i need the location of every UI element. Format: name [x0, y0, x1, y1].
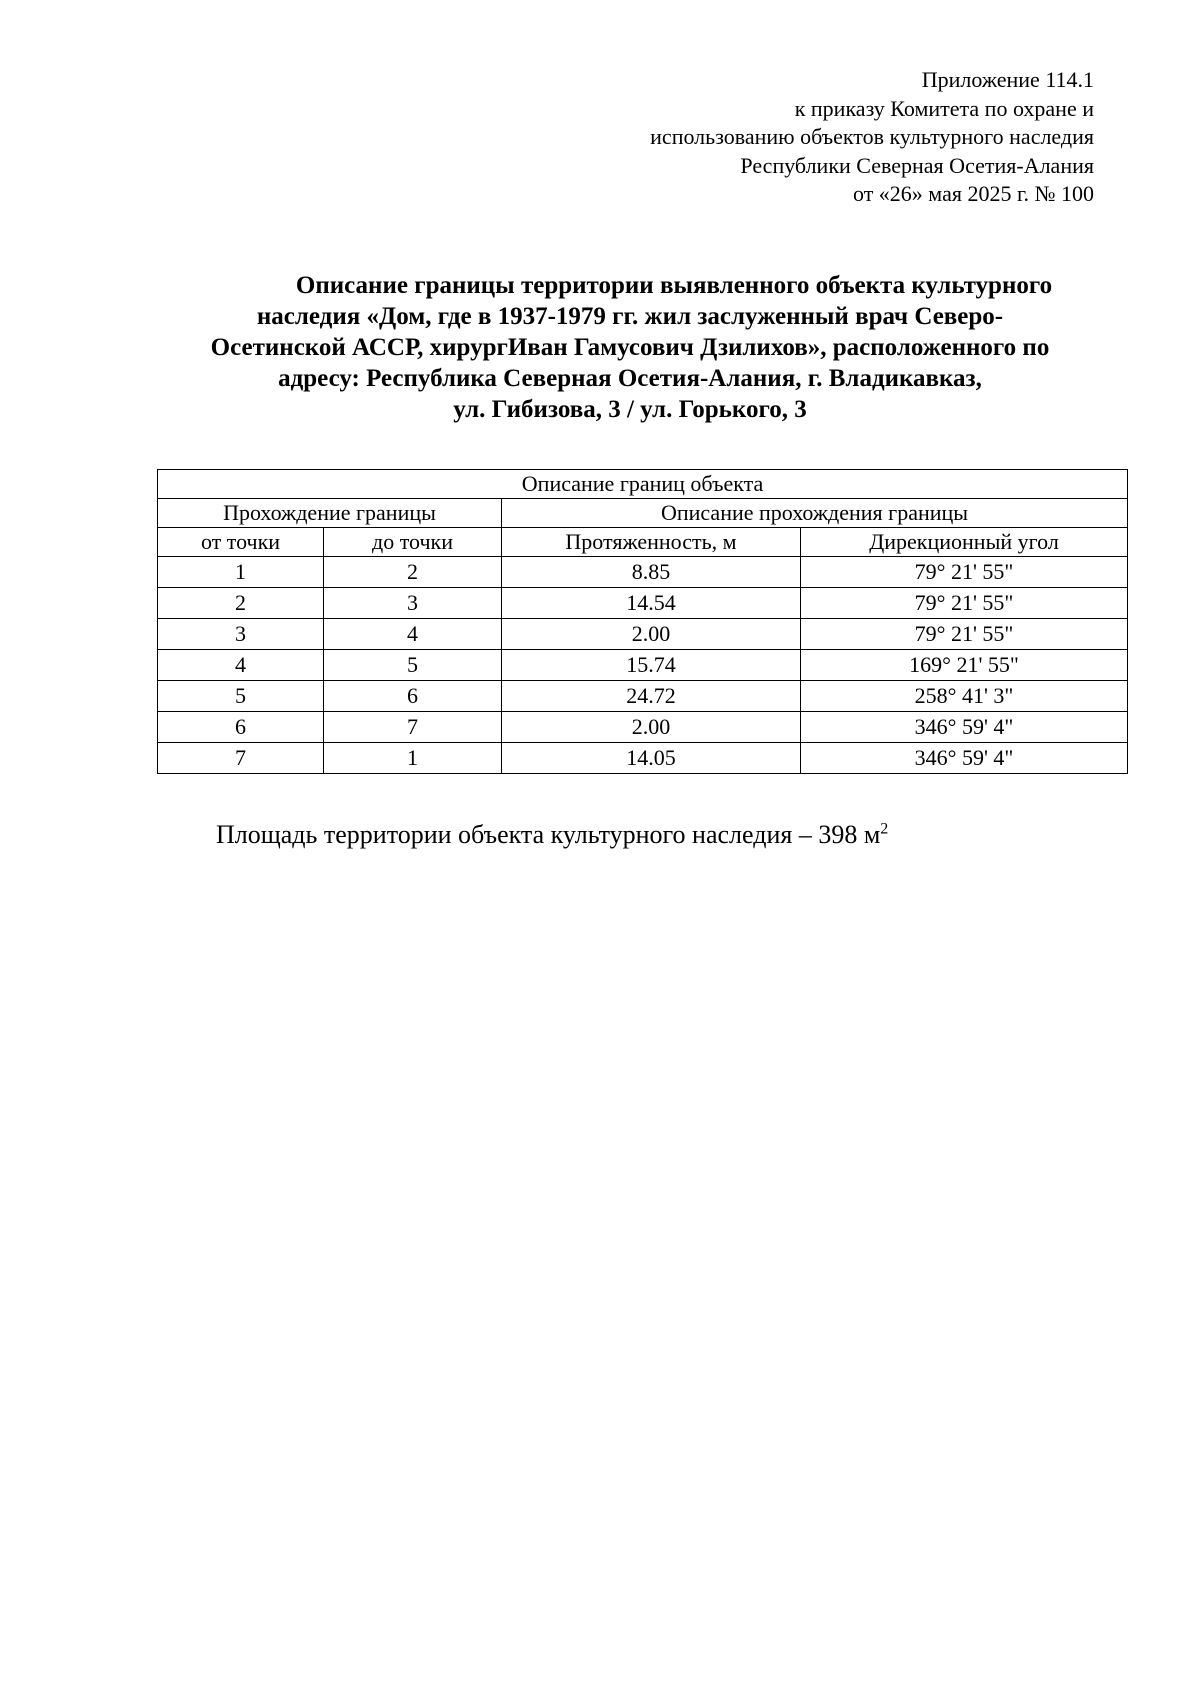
- cell-length: 14.05: [502, 743, 801, 774]
- cell-direction-angle: 346° 59' 4": [801, 712, 1128, 743]
- column-header-length: Протяженность, м: [502, 528, 801, 557]
- table-row: [158, 557, 1128, 588]
- title-line: ул. Гибизова, 3 / ул. Горького, 3: [453, 396, 807, 423]
- title-line: Осетинской АССР, хирургИван Гамусович Дзилихов», расположенного по: [210, 334, 1050, 361]
- title-line: Описание границы территории выявленного объекта культурного: [295, 272, 1053, 299]
- cell-from-point: 5: [158, 681, 324, 712]
- cell-from-point: 1: [158, 557, 324, 588]
- column-header-from-point: от точки: [158, 528, 324, 557]
- cell-direction-angle: 169° 21' 55": [801, 650, 1128, 681]
- area-statement: [216, 820, 888, 850]
- cell-to-point: 5: [324, 650, 502, 681]
- cell-length: 2.00: [502, 619, 801, 650]
- table-row: [158, 743, 1128, 774]
- title-line: наследия «Дом, где в 1937-1979 гг. жил заслуженный врач Северо-: [256, 303, 1004, 330]
- cell-from-point: 6: [158, 712, 324, 743]
- cell-direction-angle: 346° 59' 4": [801, 743, 1128, 774]
- table-caption-row: [158, 470, 1128, 499]
- cell-to-point: 3: [324, 588, 502, 619]
- cell-direction-angle: 79° 21' 55": [801, 557, 1128, 588]
- cell-length: 8.85: [502, 557, 801, 588]
- table-row: [158, 588, 1128, 619]
- cell-from-point: 3: [158, 619, 324, 650]
- cell-from-point: 4: [158, 650, 324, 681]
- cell-length: 15.74: [502, 650, 801, 681]
- appendix-line: Приложение 114.1: [921, 67, 1094, 92]
- column-header-direction-angle: Дирекционный угол: [801, 528, 1128, 557]
- cell-length: 14.54: [502, 588, 801, 619]
- cell-to-point: 6: [324, 681, 502, 712]
- appendix-line: от «26» мая 2025 г. № 100: [852, 181, 1094, 206]
- group-header-boundary-description: Описание прохождения границы: [502, 499, 1128, 528]
- table-header-row: [158, 528, 1128, 557]
- area-unit-superscript: 2: [880, 820, 889, 838]
- cell-to-point: 1: [324, 743, 502, 774]
- table-group-header-row: [158, 499, 1128, 528]
- appendix-block: [650, 66, 1094, 209]
- cell-direction-angle: 79° 21' 55": [801, 588, 1128, 619]
- cell-from-point: 7: [158, 743, 324, 774]
- table-row: [158, 712, 1128, 743]
- document-title: [130, 270, 1130, 425]
- appendix-line: Республики Северная Осетия-Алания: [740, 152, 1094, 178]
- cell-to-point: 4: [324, 619, 502, 650]
- cell-from-point: 2: [158, 588, 324, 619]
- appendix-line: к приказу Комитета по охране и: [794, 95, 1094, 121]
- cell-length: 24.72: [502, 681, 801, 712]
- table-caption: Описание границ объекта: [158, 470, 1128, 499]
- title-line: адресу: Республика Северная Осетия-Алания, г. Владикавказ,: [278, 365, 982, 392]
- area-text: Площадь территории объекта культурного наследия – 398 м: [216, 820, 881, 849]
- cell-to-point: 2: [324, 557, 502, 588]
- table-row: [158, 681, 1128, 712]
- group-header-boundary-passage: Прохождение границы: [158, 499, 502, 528]
- boundary-table: [157, 469, 1128, 774]
- cell-to-point: 7: [324, 712, 502, 743]
- cell-direction-angle: 79° 21' 55": [801, 619, 1128, 650]
- cell-direction-angle: 258° 41' 3": [801, 681, 1128, 712]
- cell-length: 2.00: [502, 712, 801, 743]
- appendix-line: использованию объектов культурного наследия: [650, 124, 1094, 149]
- table-row: [158, 650, 1128, 681]
- column-header-to-point: до точки: [324, 528, 502, 557]
- table-row: [158, 619, 1128, 650]
